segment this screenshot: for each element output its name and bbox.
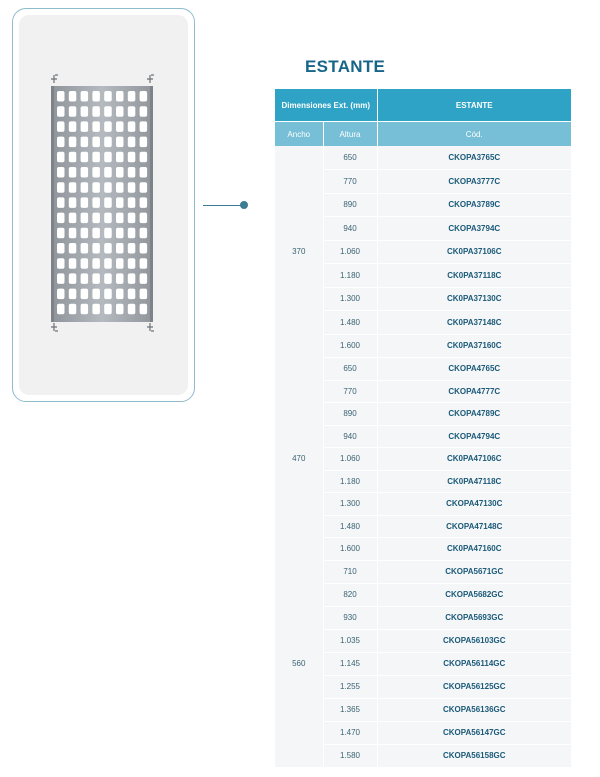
code-cell: CK0PA37130C (377, 287, 571, 311)
code-cell: CK0PA47106C (377, 448, 571, 471)
perforation-hole (69, 197, 77, 208)
perforation-hole (92, 258, 100, 269)
perforation-hole (104, 197, 112, 208)
perforation-hole (104, 106, 112, 117)
perforation-hole (140, 121, 148, 131)
perforation-hole (116, 121, 124, 131)
perforation-hole (92, 121, 100, 131)
code-cell: CKOPA4765C (377, 358, 571, 381)
perforation-hole (57, 152, 65, 163)
code-cell: CK0PA47160C (377, 538, 571, 561)
perforation-hole (81, 137, 89, 148)
table-row (275, 560, 571, 583)
perforation-hole (140, 106, 148, 117)
perforation-hole (81, 258, 89, 269)
perforation-hole (81, 106, 89, 117)
height-cell: 650 (323, 358, 377, 381)
perforation-hole (92, 243, 100, 254)
perforation-hole (69, 213, 77, 224)
height-cell: 1.300 (323, 493, 377, 516)
perforation-hole (81, 197, 89, 208)
height-column-header: Altura (323, 122, 377, 147)
perforation-hole (128, 258, 136, 269)
height-cell: 1.255 (323, 675, 377, 698)
perforation-hole (116, 258, 124, 269)
perforation-hole (104, 243, 112, 254)
perforation-hole (69, 304, 77, 315)
perforation-hole (92, 182, 100, 193)
perforation-hole (92, 213, 100, 224)
perforation-hole (116, 91, 124, 102)
perforation-hole (92, 91, 100, 102)
perforation-hole (81, 182, 89, 193)
perforation-hole (69, 106, 77, 117)
perforation-hole (81, 167, 89, 178)
code-cell: CKOPA56103GC (377, 629, 571, 652)
perforation-hole (116, 197, 124, 208)
perforation-hole (57, 228, 65, 239)
width-cell: 560 (275, 560, 323, 767)
perforation-hole (92, 106, 100, 117)
code-cell: CKOPA47130C (377, 493, 571, 516)
perforation-hole (128, 228, 136, 239)
perforation-hole (116, 182, 124, 193)
perforation-hole (140, 289, 148, 300)
perforation-hole (116, 106, 124, 117)
perforation-hole (140, 213, 148, 224)
code-cell: CKOPA56136GC (377, 698, 571, 721)
perforation-hole (57, 273, 65, 284)
height-cell: 820 (323, 583, 377, 606)
code-cell: CKOPA56114GC (377, 652, 571, 675)
code-cell: CKOPA4794C (377, 425, 571, 448)
code-cell: CKOPA4777C (377, 380, 571, 403)
perforation-hole (116, 243, 124, 254)
perforation-hole (92, 137, 100, 148)
perforation-hole (92, 289, 100, 300)
perforation-hole (104, 228, 112, 239)
perforation-hole (116, 273, 124, 284)
perforation-hole (116, 152, 124, 163)
perforation-hole (128, 182, 136, 193)
perforation-hole (81, 91, 89, 102)
perforation-hole (140, 228, 148, 239)
perforation-hole (116, 228, 124, 239)
code-cell: CKOPA56125GC (377, 675, 571, 698)
code-cell: CKOPA3777C (377, 170, 571, 194)
perforation-hole (69, 273, 77, 284)
perforation-hole (92, 304, 100, 315)
connector-dot (240, 201, 248, 209)
perforation-hole (128, 167, 136, 178)
perforation-hole (140, 167, 148, 178)
height-cell: 1.600 (323, 334, 377, 358)
code-cell: CK0PA37148C (377, 311, 571, 335)
perforation-hole (104, 91, 112, 102)
height-cell: 1.060 (323, 448, 377, 471)
perforation-hole (140, 197, 148, 208)
perforation-hole (57, 213, 65, 224)
code-cell: CKOPA4789C (377, 403, 571, 426)
product-spec-table (275, 89, 571, 768)
perforation-hole (128, 121, 136, 131)
perforation-hole (57, 197, 65, 208)
perforation-hole (128, 213, 136, 224)
perforation-hole (104, 152, 112, 163)
perforation-hole (69, 289, 77, 300)
code-cell: CKOPA5693GC (377, 606, 571, 629)
perforation-hole (128, 304, 136, 315)
height-cell: 930 (323, 606, 377, 629)
height-cell: 1.180 (323, 470, 377, 493)
perforation-hole (140, 91, 148, 102)
height-cell: 770 (323, 380, 377, 403)
perforation-hole (81, 121, 89, 131)
perforation-hole (57, 167, 65, 178)
perforation-hole (57, 289, 65, 300)
perforation-hole (116, 289, 124, 300)
perforation-hole (128, 197, 136, 208)
perforation-hole (140, 137, 148, 148)
perforation-hole (57, 243, 65, 254)
perforation-hole (104, 289, 112, 300)
width-cell: 370 (275, 146, 323, 358)
perforation-hole (128, 152, 136, 163)
perforation-hole (116, 167, 124, 178)
code-cell: CKOPA56158GC (377, 744, 571, 767)
connector-line (203, 205, 243, 207)
perforation-hole (104, 167, 112, 178)
code-cell: CKOPA3789C (377, 193, 571, 217)
height-cell: 710 (323, 560, 377, 583)
perforation-hole (140, 182, 148, 193)
perforation-hole (69, 91, 77, 102)
perforation-hole (128, 106, 136, 117)
perforation-hole (140, 152, 148, 163)
perforation-hole (69, 137, 77, 148)
perforation-hole (81, 228, 89, 239)
perforation-hole (92, 167, 100, 178)
perforation-hole (57, 106, 65, 117)
shelf-panel (51, 86, 153, 322)
height-cell: 890 (323, 193, 377, 217)
perforation-hole (104, 121, 112, 131)
perforation-hole (128, 273, 136, 284)
perforation-hole (57, 121, 65, 131)
perforation-hole (128, 91, 136, 102)
code-cell: CKOPA5682GC (377, 583, 571, 606)
height-cell: 1.060 (323, 240, 377, 264)
code-cell: CKOPA56147GC (377, 721, 571, 744)
perforation-hole (104, 182, 112, 193)
perforation-hole (57, 137, 65, 148)
code-cell: CKOPA47148C (377, 515, 571, 538)
perforation-hole (57, 304, 65, 315)
perforation-hole (92, 228, 100, 239)
perforation-hole (104, 273, 112, 284)
product-header: ESTANTE (377, 89, 571, 122)
perforation-hole (140, 243, 148, 254)
perforated-shelf-image (13, 9, 196, 403)
perforation-hole (81, 304, 89, 315)
height-cell: 1.600 (323, 538, 377, 561)
table-body (275, 146, 571, 767)
height-cell: 1.180 (323, 264, 377, 288)
perforation-hole (69, 228, 77, 239)
height-cell: 890 (323, 403, 377, 426)
perforation-hole (57, 182, 65, 193)
height-cell: 1.365 (323, 698, 377, 721)
perforation-hole (104, 258, 112, 269)
height-cell: 1.145 (323, 652, 377, 675)
code-cell: CK0PA37106C (377, 240, 571, 264)
code-cell: CKOPA3765C (377, 146, 571, 170)
perforation-hole (69, 243, 77, 254)
perforation-hole (92, 197, 100, 208)
perforation-hole (81, 243, 89, 254)
perforation-hole (128, 243, 136, 254)
perforation-hole (69, 121, 77, 131)
perforation-hole (81, 289, 89, 300)
perforation-hole (81, 152, 89, 163)
perforation-hole (69, 258, 77, 269)
code-cell: CKOPA5671GC (377, 560, 571, 583)
perforation-hole (104, 137, 112, 148)
perforation-hole (128, 289, 136, 300)
height-cell: 1.580 (323, 744, 377, 767)
perforation-hole (92, 152, 100, 163)
height-cell: 1.035 (323, 629, 377, 652)
width-column-header: Ancho (275, 122, 323, 147)
code-cell: CKOPA3794C (377, 217, 571, 241)
height-cell: 1.480 (323, 311, 377, 335)
height-cell: 940 (323, 425, 377, 448)
perforation-hole (140, 304, 148, 315)
code-cell: CK0PA47118C (377, 470, 571, 493)
perforation-hole (104, 213, 112, 224)
perforation-hole (81, 213, 89, 224)
perforation-hole (116, 137, 124, 148)
perforation-hole (81, 273, 89, 284)
height-cell: 1.300 (323, 287, 377, 311)
perforation-hole (104, 304, 112, 315)
height-cell: 940 (323, 217, 377, 241)
height-cell: 1.480 (323, 515, 377, 538)
perforation-hole (69, 182, 77, 193)
perforation-hole (57, 258, 65, 269)
product-image-card (12, 8, 195, 402)
perforation-hole (140, 273, 148, 284)
perforation-hole (57, 91, 65, 102)
height-cell: 770 (323, 170, 377, 194)
table-row (275, 358, 571, 381)
perforation-hole (69, 152, 77, 163)
code-cell: CK0PA37160C (377, 334, 571, 358)
dimensions-header: Dimensiones Ext. (mm) (275, 89, 377, 122)
perforation-hole (116, 304, 124, 315)
table-row (275, 146, 571, 170)
perforation-hole (92, 273, 100, 284)
height-cell: 650 (323, 146, 377, 170)
code-cell: CK0PA37118C (377, 264, 571, 288)
perforation-hole (128, 137, 136, 148)
height-cell: 1.470 (323, 721, 377, 744)
perforation-hole (116, 213, 124, 224)
code-column-header: Cód. (377, 122, 571, 147)
perforation-hole (140, 258, 148, 269)
perforation-hole (69, 167, 77, 178)
section-title: ESTANTE (305, 57, 386, 76)
width-cell: 470 (275, 358, 323, 561)
